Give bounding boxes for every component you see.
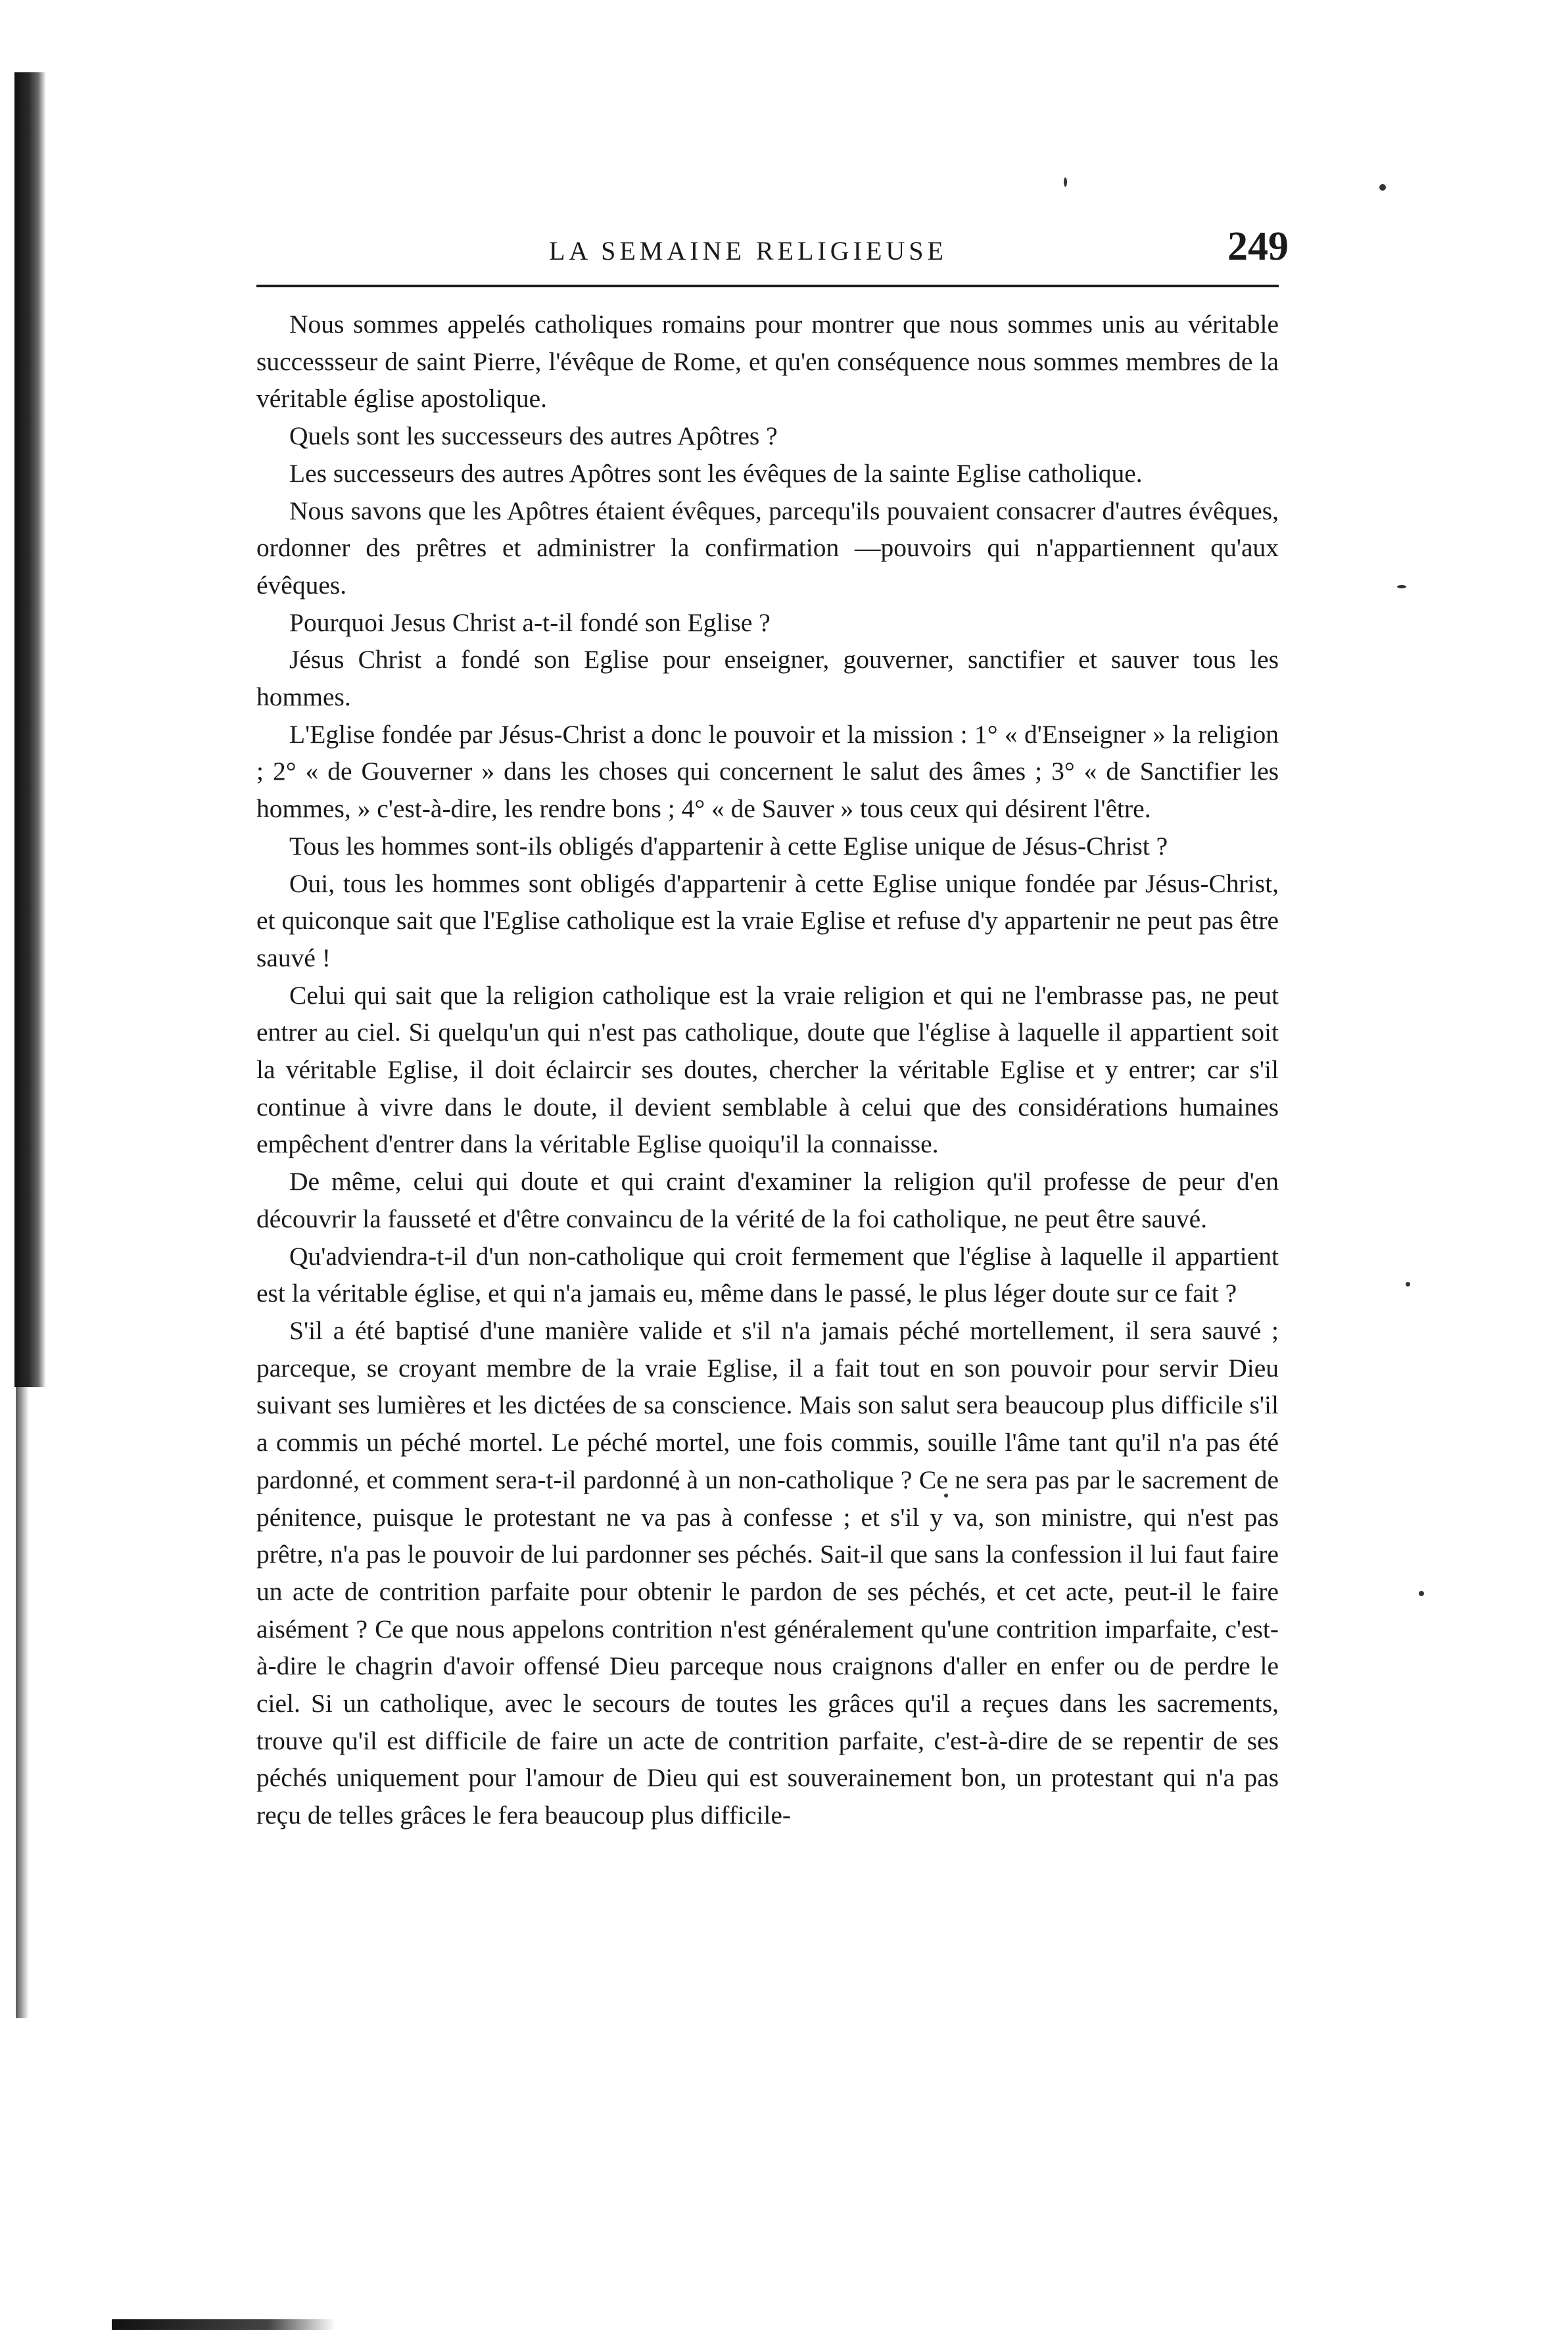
scan-margin-shadow bbox=[14, 72, 46, 1387]
paragraph: S'il a été baptisé d'une manière valide et s'il n'a jamais péché mortellement, il sera sauvé ; parceque, se croyant membre de la vraie Eglise, il a fait tout en son pouvoir pour servir Dieu suivant ses lumières et les dictées de sa conscience. Mais son salut sera beaucoup plus difficile s'il a commis un péché mortel. Le péché mortel, une fois commis, souille l'âme tant qu'il n'a pas été pardonné, et comment sera-t-il pardonné à un non-catholique ? Ce ne sera pas par le sacrement de pénitence, puisque le protestant ne va pas à confesse ; et s'il y va, son ministre, qui n'est pas prêtre, n'a pas le pouvoir de lui pardonner ses péchés. Sait-il que sans la confession il lui faut faire un acte de contrition parfaite pour obtenir le pardon de ses péchés, et cet acte, peut-il le faire aisément ? Ce que nous appelons contrition n'est généralement qu'une contrition imparfaite, c'est-à-dire le chagrin d'avoir offensé Dieu parceque nous craignons d'aller en enfer ou de perdre le ciel. Si un catholique, avec le secours de toutes les grâces qu'il a reçues dans les sacrements, trouve qu'il est difficile de faire un acte de contrition parfaite, c'est-à-dire de se repentir de ses péchés uniquement pour l'amour de Dieu qui est souverainement bon, un protestant qui n'a pas reçu de telles grâces le fera beaucoup plus difficile- bbox=[256, 1315, 1279, 1830]
page-number: 249 bbox=[1227, 224, 1289, 269]
paragraph: L'Eglise fondée par Jésus-Christ a donc le pouvoir et la mission : 1° « d'Enseigner » la religion ; 2° « de Gouverner » dans les choses qui concernent le salut des âmes ; 3° « de Sanctifier les hommes, » c'est-à-dire, les rendre bons ; 4° « de Sauver » tous ceux qui désirent l'être. bbox=[256, 719, 1279, 824]
paragraph: Jésus Christ a fondé son Eglise pour enseigner, gouverner, sanctifier et sauver tous les hommes. bbox=[256, 645, 1279, 712]
page-header bbox=[283, 224, 1289, 276]
scan-bottom-smudge bbox=[112, 2319, 335, 2330]
paragraph: Nous savons que les Apôtres étaient évêques, parcequ'ils pouvaient consacrer d'autres évêques, ordonner des prêtres et administrer la confirmation —pouvoirs qui n'appartiennent qu'aux évêques. bbox=[256, 496, 1279, 600]
scan-speck bbox=[1397, 585, 1406, 588]
paragraph: Quels sont les successeurs des autres Apôtres ? bbox=[289, 421, 778, 451]
scan-speck bbox=[1419, 1591, 1424, 1596]
paragraph: Pourquoi Jesus Christ a-t-il fondé son Eglise ? bbox=[289, 607, 771, 637]
scan-speck bbox=[1406, 1282, 1410, 1287]
scan-speck bbox=[1064, 177, 1067, 187]
paragraph: Nous sommes appelés catholiques romains pour montrer que nous sommes unis au véritable successseur de saint Pierre, l'évêque de Rome, et qu'en conséquence nous sommes membres de la véritable église apostolique. bbox=[256, 310, 1279, 413]
paragraph: Qu'adviendra-t-il d'un non-catholique qui croit fermement que l'église à laquelle il appartient est la véritable église, et qui n'a jamais eu, même dans le passé, le plus léger doute sur ce fait ? bbox=[256, 1241, 1279, 1308]
paragraph: Les successeurs des autres Apôtres sont les évêques de la sainte Eglise catholique. bbox=[289, 458, 1143, 488]
body-text bbox=[256, 306, 1279, 1834]
scan-margin-fade bbox=[16, 1387, 29, 2018]
scan-speck bbox=[1379, 184, 1386, 191]
paragraph: De même, celui qui doute et qui craint d'examiner la religion qu'il professe de peur d'en découvrir la fausseté et d'être convaincu de la vérité de la foi catholique, ne peut être sauvé. bbox=[256, 1167, 1279, 1233]
header-rule bbox=[256, 285, 1279, 287]
running-head: LA SEMAINE RELIGIEUSE bbox=[549, 236, 947, 266]
paragraph: Oui, tous les hommes sont obligés d'appartenir à cette Eglise unique fondée par Jésus-Christ, et quiconque sait que l'Eglise catholique est la vraie Eglise et refuse d'y appartenir ne peut pas être sauvé ! bbox=[256, 868, 1279, 972]
paragraph: Tous les hommes sont-ils obligés d'appartenir à cette Eglise unique de Jésus-Christ ? bbox=[289, 831, 1168, 861]
paragraph: Celui qui sait que la religion catholique est la vraie religion et qui ne l'embrasse pas, ne peut entrer au ciel. Si quelqu'un qui n'est pas catholique, doute que l'église à laquelle il appartient soit la véritable Eglise, il doit éclaircir ses doutes, chercher la véritable Eglise et y entrer; car s'il continue à vivre dans le doute, il devient semblable à celui que des considérations humaines empêchent d'entrer dans la véritable Eglise quoiqu'il la connaisse. bbox=[256, 980, 1279, 1159]
